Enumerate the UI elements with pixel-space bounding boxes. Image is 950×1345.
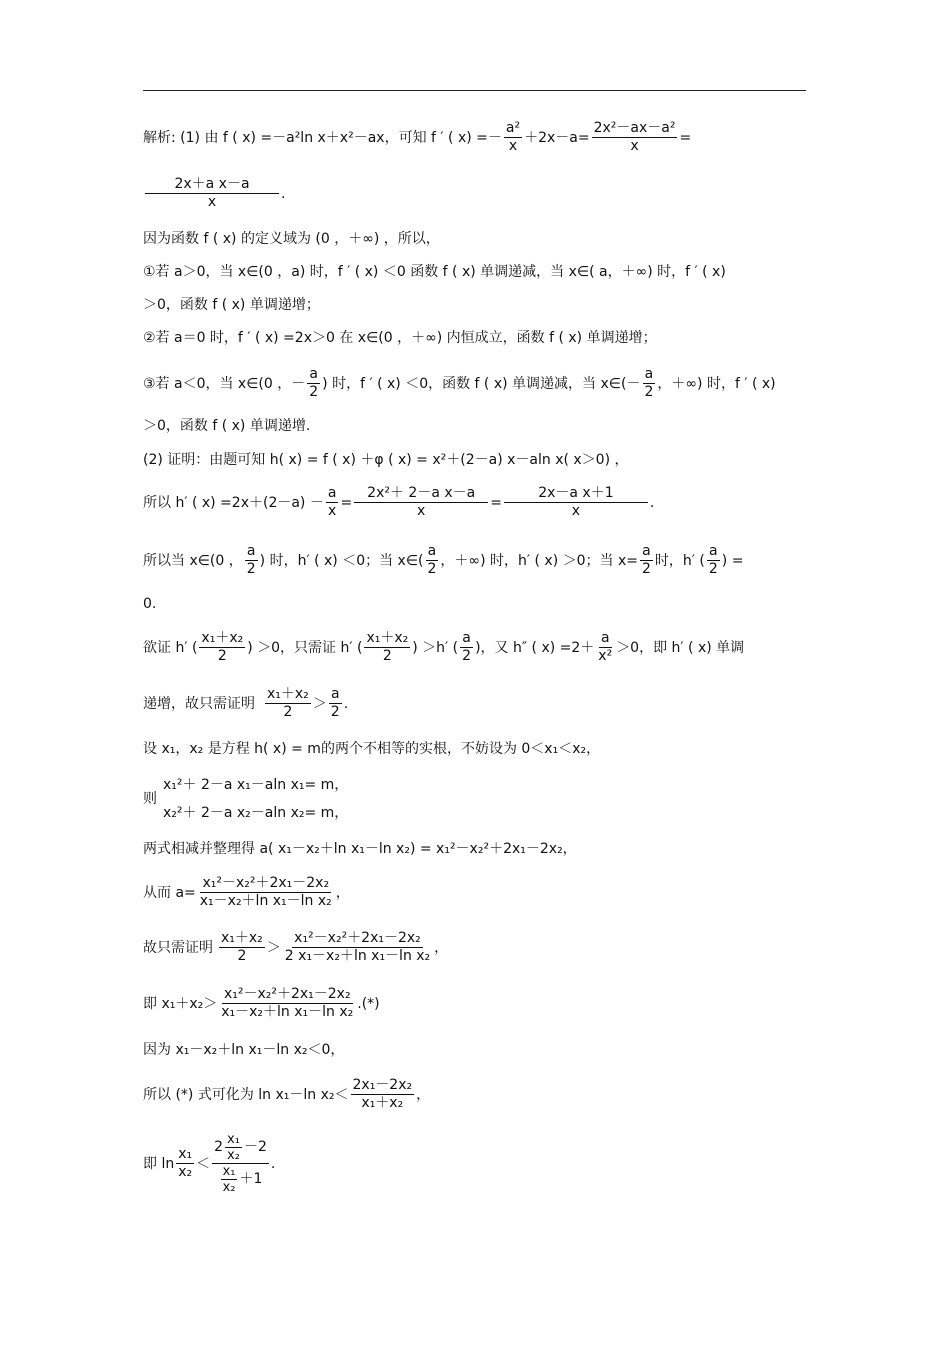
text: ＞ xyxy=(266,939,281,956)
solution-line-6: ②若 a＝0 时，f ′ ( x) =2x＞0 在 x∈(0 ，＋∞) 内恒成立，函数 f ( x) 单调递增； xyxy=(143,330,657,346)
solution-line-14 xyxy=(143,686,808,721)
fraction xyxy=(460,630,473,665)
text: ) ＞0，只需证 h′ ( xyxy=(247,639,363,656)
fraction xyxy=(596,630,614,665)
text: ＋2x－a= xyxy=(524,129,590,146)
solution-line-20 xyxy=(143,986,808,1021)
header-rule xyxy=(143,90,806,91)
denominator: 2 xyxy=(309,384,319,400)
fraction xyxy=(351,1077,415,1112)
equation-system xyxy=(163,771,348,827)
fraction xyxy=(640,543,653,578)
numerator: a xyxy=(246,543,256,559)
denominator: 2 xyxy=(382,648,392,664)
text: ＋1 xyxy=(239,1171,263,1187)
fraction xyxy=(199,630,245,665)
solution-line-21: 因为 x₁－x₂＋ln x₁－ln x₂＜0， xyxy=(143,1042,345,1058)
text: 即 ln xyxy=(143,1155,175,1172)
fraction xyxy=(364,630,410,665)
denominator: x xyxy=(630,138,639,154)
text: )，又 h″ ( x) =2＋ xyxy=(475,639,595,656)
denominator: 2 xyxy=(283,704,293,720)
solution-line-11 xyxy=(143,543,808,578)
fraction xyxy=(504,120,522,155)
compound-fraction xyxy=(212,1132,269,1195)
fraction xyxy=(265,686,311,721)
text: ， xyxy=(335,884,350,901)
numerator: x₁ xyxy=(222,1164,236,1179)
fraction xyxy=(176,1146,194,1181)
text: 时，h′ ( xyxy=(654,552,705,569)
solution-line-23 xyxy=(143,1132,808,1195)
denominator: 2 xyxy=(330,704,340,720)
numerator: a xyxy=(427,543,437,559)
solution-line-1 xyxy=(143,120,808,155)
solution-line-5: ＞0，函数 f ( x) 单调递增； xyxy=(143,297,320,313)
numerator: x₁＋x₂ xyxy=(221,930,263,946)
numerator: x₁ xyxy=(178,1146,193,1162)
solution-line-22 xyxy=(143,1077,808,1112)
numerator: x₁ xyxy=(227,1132,240,1147)
text: . xyxy=(343,695,349,712)
text: －2 xyxy=(243,1139,267,1155)
fraction xyxy=(225,1132,242,1163)
numerator: x₁²－x₂²＋2x₁－2x₂ xyxy=(294,930,421,946)
numerator: a xyxy=(330,686,340,702)
fraction xyxy=(307,366,320,401)
text: 解析: (1) 由 f ( x) =－a²ln x＋x²－ax，可知 f ′ ( x) =－ xyxy=(143,129,502,146)
solution-line-16 xyxy=(143,771,808,827)
denominator: x₁－x₂＋ln x₁－ln x₂ xyxy=(221,1004,354,1020)
fraction xyxy=(707,543,720,578)
solution-line-18 xyxy=(143,875,808,910)
text: 所以 h′ ( x) =2x＋(2－a) － xyxy=(143,494,324,511)
solution-line-7 xyxy=(143,366,808,401)
numerator: x₁＋x₂ xyxy=(201,630,244,646)
fraction xyxy=(219,930,265,965)
denominator: 2 x₁－x₂＋ln x₁－ln x₂ xyxy=(284,948,431,964)
text: . xyxy=(281,185,286,202)
denominator: 2 xyxy=(708,561,718,577)
denominator: x xyxy=(508,138,518,154)
numerator: a xyxy=(600,630,610,646)
fraction xyxy=(329,686,342,721)
equation-row: x₁²＋ 2－a x₁－aln x₁= m， xyxy=(163,777,349,793)
solution-line-15: 设 x₁，x₂ 是方程 h( x) = m的两个不相等的实根，不妨设为 0＜x₁＜x₂， xyxy=(143,741,601,757)
denominator: x₂ xyxy=(178,1164,193,1180)
numerator: x₁＋x₂ xyxy=(267,686,309,702)
text: 故只需证明 xyxy=(143,939,213,956)
equation-row: x₂²＋ 2－a x₂－aln x₂= m， xyxy=(163,805,349,821)
numerator: x₁²－x₂²＋2x₁－2x₂ xyxy=(202,875,330,891)
text: . xyxy=(649,494,655,511)
denominator: x₂ xyxy=(222,1180,236,1195)
text: . xyxy=(270,1155,276,1172)
numerator xyxy=(212,1132,269,1164)
fraction xyxy=(198,875,334,910)
numerator: 2x₁－2x₂ xyxy=(352,1077,413,1093)
denominator: x xyxy=(207,194,217,210)
denominator: 2 xyxy=(462,648,472,664)
denominator: x xyxy=(417,503,426,519)
solution-line-3: 因为函数 f ( x) 的定义域为 (0 ，＋∞) ，所以， xyxy=(143,231,440,247)
denominator: 2 xyxy=(246,561,256,577)
denominator: x₁－x₂＋ln x₁－ln x₂ xyxy=(199,893,332,909)
solution-line-13 xyxy=(143,630,808,665)
denominator: x₁＋x₂ xyxy=(361,1095,404,1111)
text: = xyxy=(490,494,502,511)
numerator: 2x²－ax－a² xyxy=(593,120,676,136)
numerator: a² xyxy=(505,120,521,136)
numerator: a xyxy=(309,366,318,382)
fraction xyxy=(504,485,648,520)
text: ) 时，f ′ ( x) ＜0，函数 f ( x) 单调递减，当 x∈(－ xyxy=(322,375,641,392)
text: ) = xyxy=(721,552,744,569)
denominator: x xyxy=(328,503,337,519)
solution-line-9: (2) 证明：由题可知 h( x) = f ( x) ＋φ ( x) = x²＋(2－a) x－aln x( x＞0) ， xyxy=(143,452,629,468)
numerator: x₁＋x₂ xyxy=(366,630,409,646)
text: ＞ xyxy=(312,695,327,712)
text: ＞0，即 h′ ( x) 单调 xyxy=(616,639,745,656)
text: 从而 a= xyxy=(143,884,196,901)
denominator xyxy=(217,1164,265,1195)
fraction xyxy=(219,986,355,1021)
fraction xyxy=(283,930,432,965)
fraction xyxy=(145,176,279,211)
numerator: a xyxy=(644,366,654,382)
numerator: 2x－a x＋1 xyxy=(504,485,648,503)
fraction xyxy=(245,543,258,578)
denominator: 2 xyxy=(427,561,437,577)
numerator: 2x＋a x－a xyxy=(145,176,279,194)
solution-line-19 xyxy=(143,930,808,965)
numerator: a xyxy=(642,543,651,559)
fraction xyxy=(354,485,488,520)
solution-line-12: 0. xyxy=(143,596,157,612)
text: ， xyxy=(416,1086,431,1103)
text: = xyxy=(340,494,353,511)
text: ＜ xyxy=(196,1155,211,1172)
text: 递增，故只需证明 xyxy=(143,695,255,712)
numerator: 2x²＋ 2－a x－a xyxy=(354,485,488,503)
fraction xyxy=(426,543,439,578)
solution-line-8: ＞0，函数 f ( x) 单调递增. xyxy=(143,418,311,434)
text: 即 x₁＋x₂＞ xyxy=(143,995,218,1012)
text: ，＋∞) 时，f ′ ( x) xyxy=(657,375,776,392)
text: 2 xyxy=(214,1139,224,1155)
denominator: x₂ xyxy=(227,1148,240,1163)
text: 欲证 h′ ( xyxy=(143,639,198,656)
text: ，＋∞) 时，h′ ( x) ＞0；当 x= xyxy=(440,552,638,569)
text: 所以当 x∈(0 ， xyxy=(143,552,243,569)
solution-line-2 xyxy=(143,176,808,211)
text: 则 xyxy=(143,791,157,807)
numerator: a xyxy=(327,485,337,501)
fraction xyxy=(326,485,339,520)
denominator: x² xyxy=(598,648,613,664)
fraction xyxy=(592,120,678,155)
denominator: 2 xyxy=(641,561,651,577)
text: ， xyxy=(434,939,449,956)
solution-line-17: 两式相减并整理得 a( x₁－x₂＋ln x₁－ln x₂) = x₁²－x₂²＋2x₁－2x₂， xyxy=(143,841,577,857)
numerator: a xyxy=(462,630,471,646)
text: = xyxy=(679,129,692,146)
denominator: x xyxy=(571,503,581,519)
denominator: 2 xyxy=(217,648,227,664)
solution-line-4: ①若 a＞0，当 x∈(0 ，a) 时，f ′ ( x) ＜0 函数 f ( x) 单调递减，当 x∈( a，＋∞) 时，f ′ ( x) xyxy=(143,264,726,280)
denominator: 2 xyxy=(237,948,247,964)
denominator: 2 xyxy=(644,384,654,400)
numerator: x₁²－x₂²＋2x₁－2x₂ xyxy=(223,986,351,1002)
text: .(*) xyxy=(357,995,380,1012)
text: ) ＞h′ ( xyxy=(412,639,459,656)
solution-line-10 xyxy=(143,485,808,520)
text: ③若 a＜0，当 x∈(0 ，－ xyxy=(143,375,306,392)
text: ) 时，h′ ( x) ＜0；当 x∈( xyxy=(259,552,424,569)
text: 所以 (*) 式可化为 ln x₁－ln x₂＜ xyxy=(143,1086,349,1103)
fraction xyxy=(221,1164,238,1195)
numerator: a xyxy=(709,543,718,559)
fraction xyxy=(642,366,655,401)
